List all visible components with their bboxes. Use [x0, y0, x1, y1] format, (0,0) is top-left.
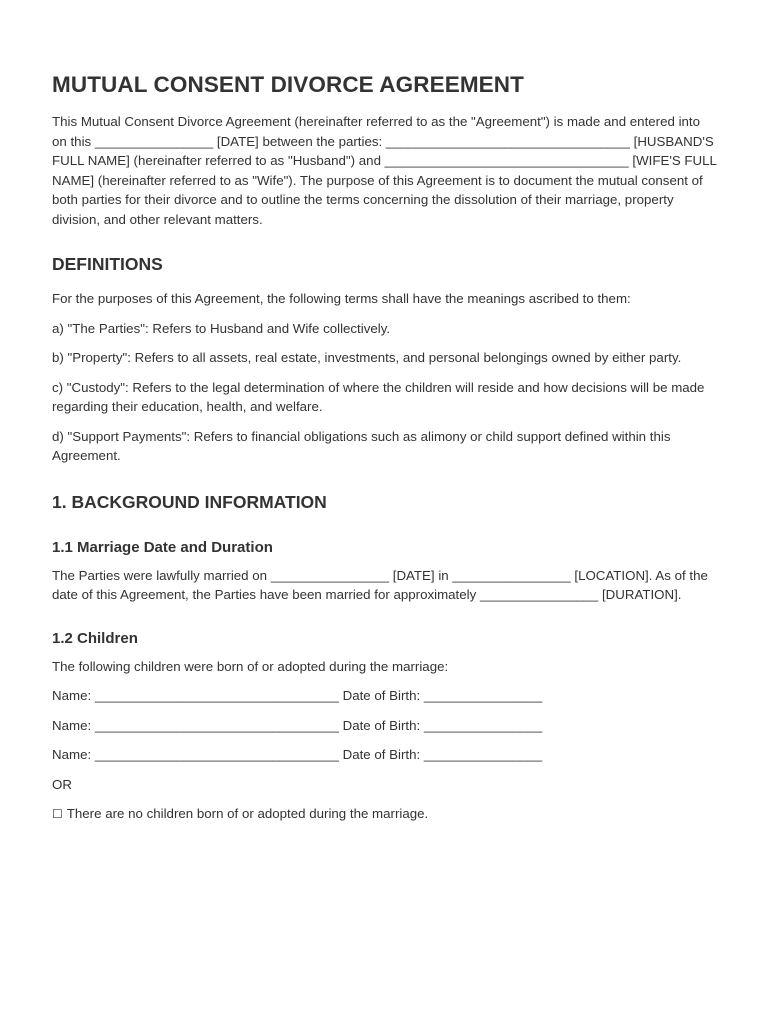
definitions-heading: DEFINITIONS — [52, 254, 163, 274]
children-heading: 1.2 Children — [52, 629, 138, 647]
children-intro: The following children were born of or adopted during the marriage: — [52, 658, 449, 674]
definitions-intro: For the purposes of this Agreement, the following terms shall have the meanings ascribed to them: — [52, 291, 631, 306]
checkbox-icon[interactable]: ☐ — [52, 807, 63, 821]
document-title: MUTUAL CONSENT DIVORCE AGREEMENT — [52, 72, 524, 97]
child-entry-row: Name: _________________________________ Date of Birth: ________________ — [52, 747, 543, 762]
definition-support-payments: d) "Support Payments": Refers to financial obligations such as alimony or child support defined within this Agreement. — [52, 428, 671, 463]
background-heading: 1. BACKGROUND INFORMATION — [52, 491, 327, 512]
child-entry-row: Name: _________________________________ Date of Birth: ________________ — [52, 688, 543, 703]
definition-parties: a) "The Parties": Refers to Husband and Wife collectively. — [52, 320, 391, 336]
marriage-heading: 1.1 Marriage Date and Duration — [52, 538, 273, 556]
no-children-option[interactable] — [52, 804, 718, 825]
marriage-paragraph: The Parties were lawfully married on ________________ [DATE] in ________________ [LOCATION]. As of the date of this Agreement, the Parties have been married for approximately ________________ [DURATION]. — [52, 567, 708, 602]
child-entry-row: Name: _________________________________ Date of Birth: ________________ — [52, 717, 543, 733]
definition-custody: c) "Custody": Refers to the legal determination of where the children will reside and how decisions will be made regarding their education, health, and welfare. — [52, 379, 705, 414]
or-label: OR — [52, 776, 72, 792]
definition-property: b) "Property": Refers to all assets, real estate, investments, and personal belongings owned by either party. — [52, 350, 682, 365]
intro-paragraph: This Mutual Consent Divorce Agreement (hereinafter referred to as the "Agreement") is made and entered into on this ________________ [DATE] between the parties: _________________________________ [HUSBAND'S FULL NAME] (hereinafter referred to as "Husband") and _________________________________ [WIFE'S FULL NAME] (hereinafter referred to as "Wife"). The purpose of this Agreement is to document the mutual consent of both parties for their divorce and to outline the terms concerning the dissolution of their marriage, property division, and other relevant matters. — [52, 114, 717, 227]
no-children-label: There are no children born of or adopted during the marriage. — [66, 806, 429, 821]
